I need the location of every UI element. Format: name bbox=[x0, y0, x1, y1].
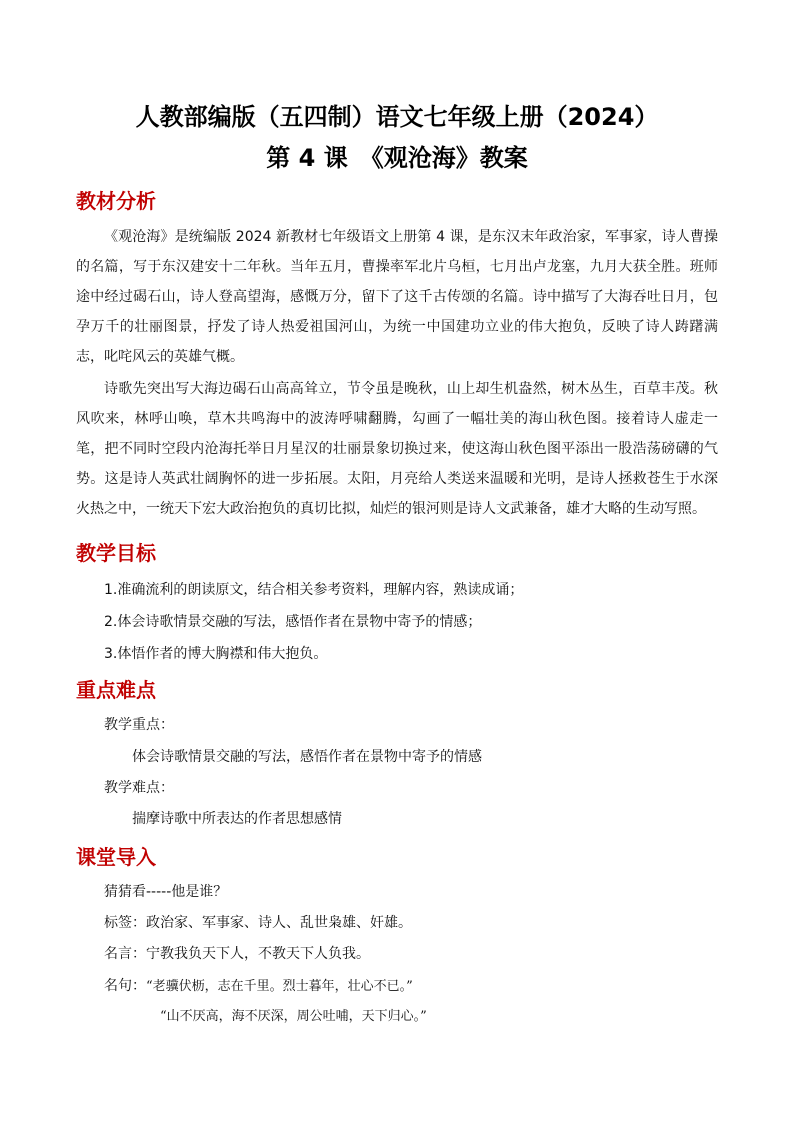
quote-label: 名句： bbox=[104, 978, 146, 994]
goal-item-3: 3.体悟作者的博大胸襟和伟大抱负。 bbox=[104, 646, 328, 662]
section-heading-analysis: 教材分析 bbox=[76, 189, 156, 213]
section-heading-goals: 教学目标 bbox=[76, 541, 156, 565]
difficulty-label: 教学难点： bbox=[104, 780, 174, 796]
quote-2: “山不厌高，海不厌深，周公吐哺，天下归心。” bbox=[160, 1009, 427, 1024]
intro-tags: 标签：政治家、军事家、诗人、乱世枭雄、奸雄。 bbox=[104, 915, 412, 931]
section-heading-intro: 课堂导入 bbox=[76, 845, 156, 869]
intro-motto: 名言：宁教我负天下人，不教天下人负我。 bbox=[104, 946, 370, 962]
intro-guess: 猜猜看-----他是谁？ bbox=[104, 884, 228, 900]
goal-item-1: 1.准确流利的朗读原文，结合相关参考资料，理解内容，熟读成诵； bbox=[104, 582, 524, 598]
analysis-paragraph-2: 诗歌先突出写大海边碣石山高高耸立，节令虽是晚秋，山上却生机盎然，树木丛生，百草丰茂。秋风吹来，林呼山唤，草木共鸣海中的波涛呼啸翻腾，勾画了一幅壮美的海山秋色图。接着诗人虚走一笔，把不同时空段内沧海托举日月星汉的壮丽景象切换过来，使这海山秋色图平添出一股浩荡磅礴的气势。这是诗人英武壮阔胸怀的进一步拓展。太阳，月亮给人类送来温暖和光明，是诗人拯救苍生于水深火热之中，一统天下宏大政治抱负的真切比拟，灿烂的银河则是诗人文武兼备，雄才大略的生动写照。 bbox=[76, 381, 718, 517]
document-title: 人教部编版（五四制）语文七年级上册（2024） bbox=[135, 103, 659, 131]
quote-1: “老骥伏枥，志在千里。烈士暮年，壮心不已。” bbox=[146, 979, 413, 994]
goal-item-2: 2.体会诗歌情景交融的写法，感悟作者在景物中寄予的情感； bbox=[104, 614, 482, 630]
lesson-title: 第 4 课 《观沧海》教案 bbox=[266, 144, 528, 172]
focus-text: 体会诗歌情景交融的写法，感悟作者在景物中寄予的情感 bbox=[132, 749, 482, 765]
section-heading-keypoints: 重点难点 bbox=[76, 678, 156, 702]
intro-quote-line bbox=[104, 975, 413, 998]
analysis-paragraph-1: 《观沧海》是统编版 2024 新教材七年级语文上册第 4 课，是东汉末年政治家，军事家，诗人曹操的名篇，写于东汉建安十二年秋。当年五月，曹操率军北片乌桓，七月出卢龙塞，九月大获全胜。班师途中经过碣石山，诗人登高望海，感慨万分，留下了这千古传颂的名篇。诗中描写了大海吞吐日月，包孕万千的壮丽图景，抒发了诗人热爱祖国河山，为统一中国建功立业的伟大抱负，反映了诗人踌躇满志，叱咤风云的英雄气概。 bbox=[76, 229, 718, 365]
difficulty-text: 揣摩诗歌中所表达的作者思想感情 bbox=[132, 811, 342, 827]
focus-label: 教学重点： bbox=[104, 717, 174, 733]
